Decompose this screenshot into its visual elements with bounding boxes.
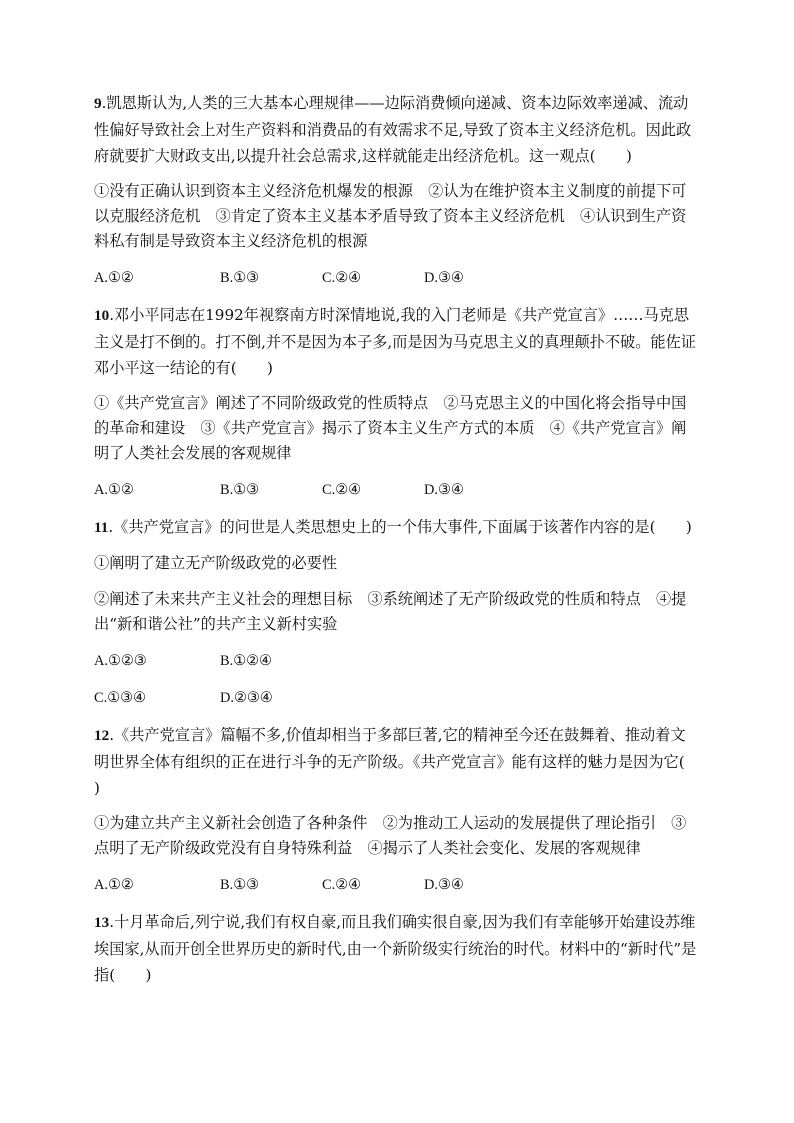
choice-c[interactable]: C.②④ (322, 877, 361, 893)
question-text: .《共产党宣言》的问世是人类思想史上的一个伟大事件,下面属于该著作内容的是( ) (108, 518, 692, 536)
choice-d[interactable]: D.③④ (424, 877, 464, 893)
question-12 (94, 722, 716, 898)
choice-c[interactable]: C.①③④ (94, 690, 146, 706)
question-text: .凯恩斯认为,人类的三大基本心理规律——边际消费倾向递减、资本边际效率递减、流动性偏好导致社会上对生产资料和消费品的有效需求不足,导致了资本主义经济危机。因此政府就要扩大财政支出,以提升社会总需求,这样就能走出经济危机。这一观点( ) (94, 94, 692, 165)
document-page (94, 90, 716, 998)
question-13 (94, 909, 700, 988)
question-stem (94, 302, 700, 381)
answer-choices-row2 (94, 685, 700, 711)
answer-choices-row1 (94, 648, 700, 674)
question-text: .十月革命后,列宁说,我们有权自豪,而且我们确实很自豪,因为我们有幸能够开始建设苏维埃国家,从而开创全世界历史的新时代,由一个新阶级实行统治的时代。材料中的“新时代”是指( ) (94, 913, 697, 984)
question-number: 12 (94, 727, 110, 744)
question-options-text-line1: ①阐明了建立无产阶级政党的必要性 (94, 554, 337, 572)
question-text: .邓小平同志在1992年视察南方时深情地说,我的入门老师是《共产党宣言》……马克思主义是打不倒的。打不倒,并不是因为本子多,而是因为马克思主义的真理颠扑不破。能佐证邓小平这一结论的有( ) (94, 306, 696, 377)
question-number: 13 (94, 914, 110, 931)
choice-c[interactable]: C.②④ (322, 482, 361, 498)
choice-a[interactable]: A.①② (94, 270, 134, 286)
choice-b[interactable]: B.①②④ (220, 653, 272, 669)
question-options-text-line2: ②阐述了未来共产主义社会的理想目标 ③系统阐述了无产阶级政党的性质和特点 ④提出“新和谐公社”的共产主义新村实验 (94, 590, 687, 633)
question-text: .《共产党宣言》篇幅不多,价值却相当于多部巨著,它的精神至今还在鼓舞着、推动着文明世界全体有组织的正在进行斗争的无产阶级。《共产党宣言》能有这样的魅力是因为它( ) (94, 726, 716, 797)
question-stem (94, 909, 700, 988)
choice-a[interactable]: A.①② (94, 877, 134, 893)
question-number: 10 (94, 307, 110, 324)
question-number: 11 (94, 519, 109, 536)
question-options-text: ①没有正确认识到资本主义经济危机爆发的根源 ②认为在维护资本主义制度的前提下可以克服经济危机 ③肯定了资本主义基本矛盾导致了资本主义经济危机 ④认识到生产资料私有制是导致资本主义经济危机的根源 (94, 182, 687, 250)
choice-d[interactable]: D.②③④ (220, 690, 273, 706)
question-stem (94, 90, 700, 169)
question-number: 9 (94, 95, 102, 112)
choice-c[interactable]: C.②④ (322, 270, 361, 286)
question-options-text: ①为建立共产主义新社会创造了各种条件 ②为推动工人运动的发展提供了理论指引 ③点明了无产阶级政党没有自身特殊利益 ④揭示了人类社会变化、发展的客观规律 (94, 814, 687, 857)
question-11 (94, 514, 700, 711)
question-options-text: ①《共产党宣言》阐述了不同阶级政党的性质特点 ②马克思主义的中国化将会指导中国的革命和建设 ③《共产党宣言》揭示了资本主义生产方式的本质 ④《共产党宣言》阐明了人类社会发展的客观规律 (94, 394, 687, 462)
choice-a[interactable]: A.①②③ (94, 653, 147, 669)
choice-d[interactable]: D.③④ (424, 482, 464, 498)
choice-b[interactable]: B.①③ (220, 482, 259, 498)
answer-choices (94, 872, 700, 898)
question-stem (94, 514, 700, 541)
choice-b[interactable]: B.①③ (220, 270, 259, 286)
question-10 (94, 302, 700, 503)
answer-choices (94, 265, 700, 291)
answer-choices (94, 477, 700, 503)
question-stem (94, 722, 716, 801)
choice-a[interactable]: A.①② (94, 482, 134, 498)
question-9 (94, 90, 700, 291)
choice-b[interactable]: B.①③ (220, 877, 259, 893)
choice-d[interactable]: D.③④ (424, 270, 464, 286)
